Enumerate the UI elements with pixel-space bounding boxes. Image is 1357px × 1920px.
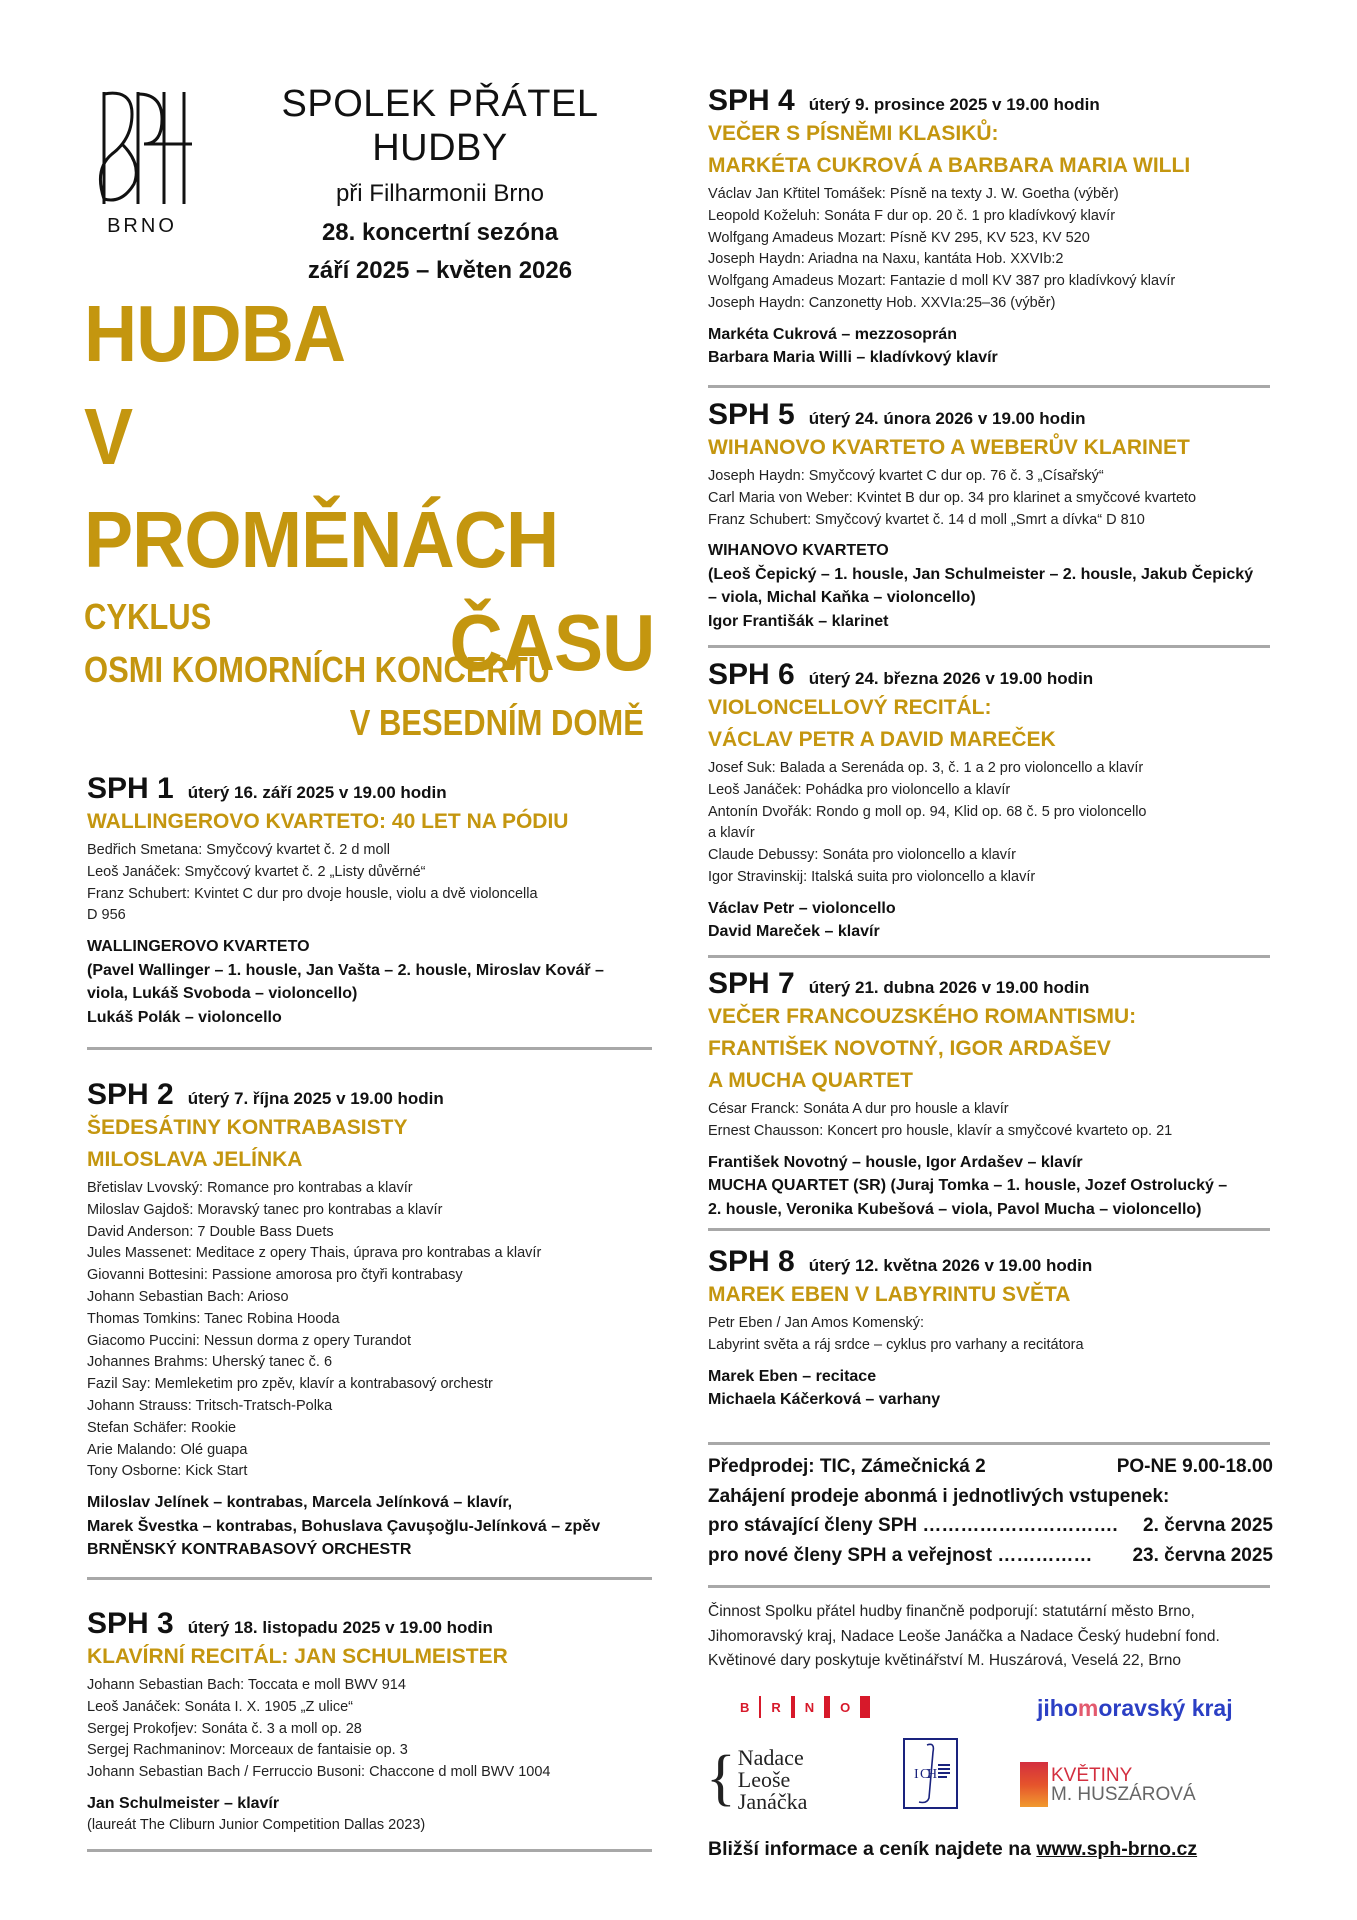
program-item: Tony Osborne: Kick Start [87,1463,248,1480]
program-item: Wolfgang Amadeus Mozart: Fantazie d moll KV 387 pro kladívkový klavír [708,273,1176,290]
concert-code: SPH 6 [708,658,795,691]
jmk-text: jiho [1037,1695,1078,1721]
main-title-line: ČASU [449,598,655,687]
divider [708,385,1270,388]
program-item: Fazil Say: Memleketim pro zpěv, klavír a kontrabasový orchestr [87,1376,493,1393]
concert-title: WALLINGEROVO KVARTETO: 40 LET NA PÓDIU [87,810,569,833]
concert-program [708,184,1278,315]
program-item: Joseph Haydn: Canzonetty Hob. XXVIa:25–36 (výběr) [708,294,1056,311]
concert-code: SPH 1 [87,772,174,805]
performer-line: Marek Eben – recitace [708,1367,877,1385]
concert-code: SPH 2 [87,1078,174,1111]
concert-title: MARKÉTA CUKROVÁ A BARBARA MARIA WILLI [708,154,1191,177]
performer-line: MUCHA QUARTET (SR) (Juraj Tomka – 1. housle, Jozef Ostrolucký – [708,1177,1228,1195]
concert-title: MAREK EBEN V LABYRINTU SVĚTA [708,1283,1071,1306]
jmk-text: oravský kraj [1098,1695,1233,1721]
performer-line: Jan Schulmeister – klavír [87,1794,280,1812]
concert-performers [708,1365,1278,1412]
svg-text:BRNO: BRNO [107,215,177,237]
main-title-line: V PROMĚNÁCH [84,392,559,584]
program-item: Johann Strauss: Tritsch-Tratsch-Polka [87,1397,333,1414]
program-item: Ernest Chausson: Koncert pro housle, klavír a smyčcové kvarteto op. 21 [708,1122,1173,1139]
jmk-accent-letter: m [1077,1695,1099,1721]
divider [708,1442,1270,1445]
program-item: Carl Maria von Weber: Kvintet B dur op. 34 pro klarinet a smyčcové kvarteto [708,489,1197,506]
program-item: Labyrint světa a ráj srdce – cyklus pro varhany a recitátora [708,1336,1084,1353]
program-item: Giacomo Puccini: Nessun dorma z opery Turandot [87,1332,411,1349]
concert-header [708,398,1278,432]
performer-line: (Leoš Čepický – 1. housle, Jan Schulmeister – 2. housle, Jakub Čepický [708,565,1254,583]
kh-line1: KVĚTINY [1051,1764,1133,1786]
performer-line: (Pavel Wallinger – 1. housle, Jan Vašta – 2. housle, Miroslav Kovář – [87,961,604,979]
concert-program [87,1178,657,1483]
brace-icon: { [706,1744,736,1812]
program-item: Joseph Haydn: Ariadna na Naxu, kantáta Hob. XXVIb:2 [708,251,1064,268]
concert-date: úterý 9. prosince 2025 v 19.00 hodin [808,95,1100,114]
season-range: září 2025 – květen 2026 [307,257,573,284]
concert-performers [708,323,1278,370]
concert-title: VEČER S PÍSNĚMI KLASIKŮ: [708,122,999,145]
brno-letter: R [771,1699,781,1715]
concert-sph-2 [87,1078,657,1562]
concert-date: úterý 16. září 2025 v 19.00 hodin [187,783,447,802]
performer-line: WALLINGEROVO KVARTETO [87,938,310,956]
brno-letter: B [740,1699,750,1715]
performer-line: František Novotný – housle, Igor Ardašev – klavír [708,1153,1083,1171]
program-item: Joseph Haydn: Smyčcový kvartet C dur op. 76 č. 3 „Císařský“ [708,468,1104,484]
performer-line: viola, Lukáš Svoboda – violoncello) [87,985,358,1003]
performer-line: Michaela Káčerková – varhany [708,1391,941,1409]
presale-info [708,1452,1273,1570]
divider [708,1228,1270,1231]
program-item: Johann Sebastian Bach: Arioso [87,1288,289,1305]
program-item: Franz Schubert: Smyčcový kvartet č. 14 d moll „Smrt a dívka“ D 810 [708,511,1145,528]
concert-sph-7 [708,967,1278,1221]
concert-title: VÁCLAV PETR A DAVID MAREČEK [708,728,1056,751]
concert-date: úterý 12. května 2026 v 19.00 hodin [808,1256,1093,1275]
program-item: Johannes Brahms: Uherský tanec č. 6 [87,1354,333,1371]
performer-line: Markéta Cukrová – mezzosoprán [708,325,957,343]
concert-title: FRANTIŠEK NOVOTNÝ, IGOR ARDAŠEV [708,1037,1111,1060]
concert-performers [708,897,1278,944]
performer-line: Marek Švestka – kontrabas, Bohuslava Çavuşoğlu-Jelínková – zpěv [87,1517,601,1535]
brno-city-logo [740,1696,870,1718]
concert-title: MILOSLAVA JELÍNKA [87,1148,303,1171]
concert-title: KLAVÍRNÍ RECITÁL: JAN SCHULMEISTER [87,1645,508,1668]
brno-letter: O [840,1699,851,1715]
concert-header [87,1607,657,1641]
program-item: Břetislav Lvovský: Romance pro kontrabas a klavír [87,1180,413,1196]
program-item: Leoš Janáček: Sonáta I. X. 1905 „Z ulice“ [87,1698,353,1715]
performer-line: Barbara Maria Willi – kladívkový klavír [708,349,998,367]
program-item: César Franck: Sonáta A dur pro housle a klavír [708,1101,1009,1117]
program-item: Thomas Tomkins: Tanec Robina Hooda [87,1310,340,1327]
concert-performers [708,1151,1278,1222]
more-info-text: Bližší informace a ceník najdete na [708,1838,1037,1860]
concert-header [708,658,1278,692]
season-number: 28. koncertní sezóna [321,219,559,246]
nadace-leose-janacka-logo [706,1745,807,1813]
performer-line: Václav Petr – violoncello [708,899,896,917]
program-item: David Anderson: 7 Double Bass Duets [87,1223,334,1240]
program-item: Sergej Rachmaninov: Morceaux de fantaisie op. 3 [87,1742,408,1759]
performer-line: – viola, Michal Kaňka – violoncello) [708,589,976,607]
concert-performers [87,935,657,1029]
concert-program [708,758,1278,889]
program-item: Bedřich Smetana: Smyčcový kvartet č. 2 d moll [87,842,390,858]
brno-bar [791,1696,795,1718]
program-item: Leoš Janáček: Smyčcový kvartet č. 2 „Listy důvěrné“ [87,863,426,880]
nlj-line: Leoše [737,1767,791,1792]
presale-hours: PO-NE 9.00-18.00 [1116,1456,1273,1477]
program-item: Johann Sebastian Bach: Toccata e moll BWV 914 [87,1677,406,1693]
concert-title: ŠEDESÁTINY KONTRABASISTY [87,1116,408,1139]
main-title-line: HUDBA [84,289,346,378]
program-item: Johann Sebastian Bach / Ferruccio Busoni: Chaccone d moll BWV 1004 [87,1764,551,1781]
concert-program [708,466,1278,531]
program-item: a klavír [708,825,755,842]
nlj-line: Nadace [737,1745,804,1770]
concert-title: VIOLONCELLOVÝ RECITÁL: [708,696,992,719]
program-item: Antonín Dvořák: Rondo g moll op. 94, Klid op. 68 č. 5 pro violoncello [708,803,1147,820]
program-item: Igor Stravinskij: Italská suita pro violoncello a klavír [708,868,1036,885]
nadace-cesky-hudebni-fond-logo [903,1738,958,1809]
presale-start-label: Zahájení prodeje abonmá i jednotlivých vstupenek: [708,1485,1170,1507]
performer-line: 2. housle, Veronika Kubešová – viola, Pavol Mucha – violoncello) [708,1200,1202,1218]
program-item: Franz Schubert: Kvintet C dur pro dvoje housle, violu a dvě violoncella [87,885,538,902]
concert-note: (laureát The Cliburn Junior Competition Dallas 2023) [87,1817,426,1834]
concert-program [708,1099,1278,1143]
brno-bar [824,1696,830,1718]
concert-program [87,840,657,927]
program-item: Josef Suk: Balada a Serenáda op. 3, č. 1 a 2 pro violoncello a klavír [708,760,1144,776]
presale-public-label: pro nové členy SPH a veřejnost …………… [708,1544,1093,1566]
concert-performers [708,539,1278,633]
performer-line: Igor Františák – klarinet [708,612,889,630]
program-item: Claude Debussy: Sonáta pro violoncello a klavír [708,847,1016,864]
svg-text:I: I [914,1767,919,1782]
program-item: Stefan Schäfer: Rookie [87,1419,237,1436]
concert-sph-3 [87,1607,657,1837]
program-item: Miloslav Gajdoš: Moravský tanec pro kontrabas a klavír [87,1201,443,1218]
concert-performers [87,1491,657,1562]
jihomoravsky-kraj-logo [1037,1695,1233,1722]
concert-sph-5 [708,398,1278,633]
divider [708,955,1270,958]
concert-sph-4 [708,84,1278,370]
concert-code: SPH 7 [708,967,795,1000]
sph-monogram-icon [92,84,192,239]
website-link[interactable]: www.sph-brno.cz [1036,1838,1198,1860]
program-item: Leoš Janáček: Pohádka pro violoncello a klavír [708,781,1011,798]
program-item: Giovanni Bottesini: Passione amorosa pro čtyři kontrabasy [87,1267,463,1284]
flower-icon [1020,1762,1048,1807]
presale-members-date: 2. června 2025 [1143,1515,1273,1536]
concert-header [708,84,1278,118]
support-line: Květinové dary poskytuje květinářství M. Huszárová, Veselá 22, Brno [708,1652,1181,1669]
program-item: Leopold Koželuh: Sonáta F dur op. 20 č. 1 pro kladívkový klavír [708,207,1116,224]
concert-program [87,1675,657,1784]
concert-sph-1 [87,772,657,1029]
performer-line: Lukáš Polák – violoncello [87,1008,282,1026]
performer-line: David Mareček – klavír [708,923,880,941]
concert-code: SPH 4 [708,84,795,117]
svg-text:H: H [927,1767,938,1782]
cycle-line: CYKLUS [84,596,212,637]
cycle-line: V BESEDNÍM DOMĚ [349,702,644,743]
cycle-line: OSMI KOMORNÍCH KONCERTŮ [84,649,551,690]
concert-code: SPH 3 [87,1607,174,1640]
org-subtitle: při Filharmonii Brno [335,180,545,207]
kvetiny-huszarova-logo [1020,1762,1196,1807]
sph-brno-logo [92,84,192,239]
brno-bar [759,1696,761,1718]
chf-emblem-icon [905,1740,956,1807]
performer-line: BRNĚNSKÝ KONTRABASOVÝ ORCHESTR [87,1541,412,1559]
program-item: Petr Eben / Jan Amos Komenský: [708,1315,924,1331]
concert-header [708,1245,1278,1279]
performer-line: Miloslav Jelínek – kontrabas, Marcela Jelínková – klavír, [87,1494,513,1512]
concert-title: VEČER FRANCOUZSKÉHO ROMANTISMU: [708,1005,1137,1028]
concert-date: úterý 24. března 2026 v 19.00 hodin [808,669,1094,688]
concert-date: úterý 7. října 2025 v 19.00 hodin [187,1089,444,1108]
performer-line: WIHANOVO KVARTETO [708,542,889,560]
concert-code: SPH 8 [708,1245,795,1278]
org-name: SPOLEK PŘÁTEL HUDBY [281,83,599,169]
program-item: D 956 [87,907,126,924]
org-header [215,82,665,290]
divider [87,1577,652,1580]
program-item: Sergej Prokofjev: Sonáta č. 3 a moll op. 28 [87,1720,362,1737]
nlj-line: Janáčka [737,1789,808,1814]
concert-header [708,967,1278,1001]
divider [708,1585,1270,1588]
program-item: Václav Jan Křtitel Tomášek: Písně na texty J. W. Goetha (výběr) [708,186,1119,202]
concert-performers [87,1792,657,1816]
support-text [708,1600,1278,1674]
support-line: Jihomoravský kraj, Nadace Leoše Janáčka a Nadace Český hudební fond. [708,1627,1220,1645]
concert-program [708,1313,1278,1357]
brno-bar [860,1696,870,1718]
cycle-subtitle [84,590,644,749]
more-info-footer [708,1838,1197,1861]
presale-members-label: pro stávající členy SPH …………………………. [708,1515,1118,1536]
concert-sph-8 [708,1245,1278,1412]
concert-header [87,1078,657,1112]
concert-date: úterý 24. února 2026 v 19.00 hodin [808,409,1086,428]
concert-date: úterý 21. dubna 2026 v 19.00 hodin [808,978,1090,997]
brno-letter: N [804,1699,815,1715]
program-item: Arie Malando: Olé guapa [87,1441,248,1458]
kh-line2: M. HUSZÁROVÁ [1051,1783,1196,1805]
divider [708,645,1270,648]
svg-text:C: C [920,1767,930,1782]
concert-date: úterý 18. listopadu 2025 v 19.00 hodin [187,1618,493,1637]
divider [87,1849,652,1852]
support-line: Činnost Spolku přátel hudby finančně podporují: statutární město Brno, [708,1603,1195,1620]
presale-location: Předprodej: TIC, Zámečnická 2 [708,1456,986,1477]
presale-public-date: 23. června 2025 [1132,1544,1273,1566]
concert-title: A MUCHA QUARTET [708,1069,913,1092]
concert-code: SPH 5 [708,398,795,431]
concert-header [87,772,657,806]
program-item: Wolfgang Amadeus Mozart: Písně KV 295, KV 523, KV 520 [708,229,1090,246]
concert-sph-6 [708,658,1278,944]
concert-title: WIHANOVO KVARTETO A WEBERŮV KLARINET [708,436,1190,459]
program-item: Jules Massenet: Meditace z opery Thais, úprava pro kontrabas a klavír [87,1245,542,1262]
divider [87,1047,652,1050]
